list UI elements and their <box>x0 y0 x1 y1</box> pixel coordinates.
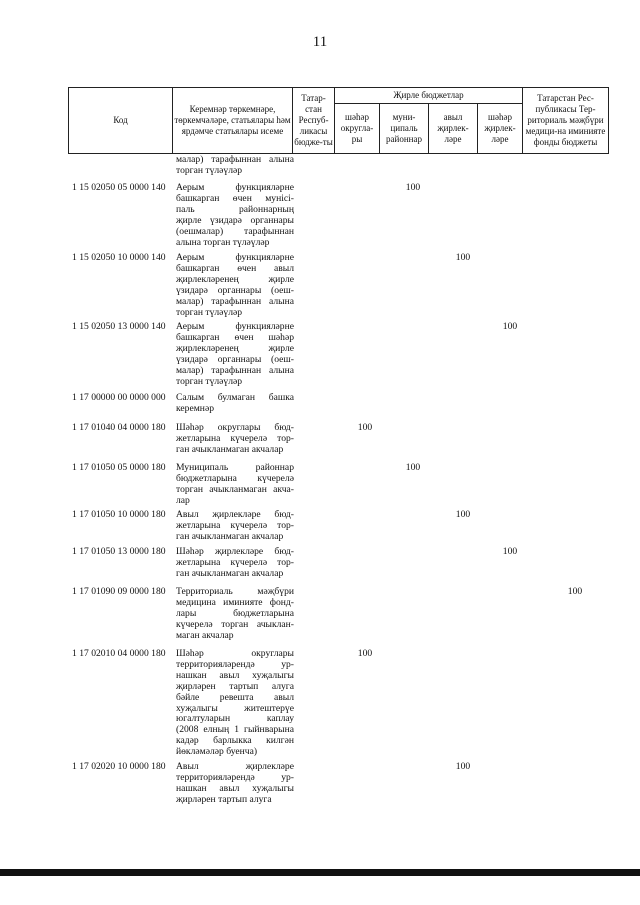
row-description-line: малар) тарафыннан алына <box>176 154 294 165</box>
header-table <box>68 87 609 154</box>
row-description <box>176 463 294 507</box>
row-description <box>176 547 294 580</box>
row-description-line: лар <box>176 494 190 506</box>
row-description-line: хуҗалыгы житештерүе <box>176 702 294 714</box>
row-description-line: Салым булмаган башка <box>176 392 294 403</box>
row-description <box>176 587 294 642</box>
row-value-rural: 100 <box>455 761 471 772</box>
header-names: Керемнәр төркемнәре, төркемчәләре, статьялары һәм ярдәмче статьялары исеме <box>173 88 293 154</box>
row-value-municipal: 100 <box>405 462 421 473</box>
row-description-line: күчерелә торган ачыклан- <box>176 618 294 630</box>
scan-edge-bar <box>0 869 640 876</box>
row-value-municipal: 100 <box>405 182 421 193</box>
row-description-line: ган ачыкланмаган акчалар <box>176 530 284 542</box>
header-fund: Татарстан Рес-публикасы Тер-риториаль мәҗбүри медици-на иминияте фонды бюджеты <box>523 88 609 154</box>
row-description-line: Шәһәр округлары <box>176 648 294 659</box>
header-local-budgets: Җирле бюджетлар <box>335 88 523 104</box>
row-description-line: территорияләрендә ур- <box>176 658 294 670</box>
row-description-line: (2008 елның 1 гыйнварына <box>176 724 294 736</box>
row-description-line: ган ачыкланмаган акчалар <box>176 443 284 455</box>
row-code: 1 17 01040 04 0000 180 <box>72 422 166 433</box>
row-description <box>176 183 294 248</box>
row-code: 1 15 02050 05 0000 140 <box>72 182 166 193</box>
row-description <box>176 423 294 456</box>
row-value-city: 100 <box>357 648 373 659</box>
row-description-line: нашкан авыл хуҗалыгы <box>176 669 294 681</box>
row-description-line: башкарган өчен шәһәр <box>176 331 294 343</box>
row-value-rural: 100 <box>455 252 471 263</box>
row-description-line: малар) тарафыннан алына <box>176 364 294 376</box>
row-description-line: керемнәр <box>176 402 214 414</box>
row-description-line: җирле үзидарә органнары <box>176 214 294 226</box>
header-city-districts: шәһәр округла-ры <box>335 104 380 154</box>
row-description <box>176 649 294 758</box>
row-description-line: медицина иминияте фонд- <box>176 596 294 608</box>
row-code: 1 17 02020 10 0000 180 <box>72 761 166 772</box>
row-description-line: йөкләмәләр буенча) <box>176 746 258 758</box>
row-description-line: Авыл җирлекләре <box>176 761 294 772</box>
row-code: 1 17 00000 00 0000 000 <box>72 392 166 403</box>
header-code: Код <box>69 88 173 154</box>
row-description-line: үзидарә органнары (оеш- <box>176 353 294 365</box>
row-description-line: территорияләрендә ур- <box>176 771 294 783</box>
header-tatarstan-budget: Татар-стан Респуб-ликасы бюдже-ты <box>293 88 335 154</box>
row-code: 1 17 01090 09 0000 180 <box>72 586 166 597</box>
row-description-line: җирлекләренең җирле <box>176 342 294 354</box>
row-description-line: башкарган өчен авыл <box>176 262 294 274</box>
row-description-line: Аерым функцияләрне <box>176 252 294 263</box>
row-description-line: югалтуларын каплау <box>176 713 294 725</box>
row-description-line: үзидарә органнары (оеш- <box>176 284 294 296</box>
row-description-line: кадәр барлыкка килгән <box>176 735 294 747</box>
row-description-line: паль районнарның <box>176 203 294 215</box>
row-description-line: җирләрен тартып алуга <box>176 793 272 805</box>
row-description-line: җирлекләренең җирле <box>176 273 294 285</box>
row-description-line: Муниципаль районнар <box>176 462 294 473</box>
row-description-line: алына торган түләүләр <box>176 236 270 248</box>
row-description-line: торган түләүләр <box>176 306 243 318</box>
row-description-line: ган ачыкланмаган акчалар <box>176 567 284 579</box>
row-description-line: жетларына күчерелә тор- <box>176 432 294 444</box>
row-description-line: лары бюджетларына <box>176 607 294 619</box>
row-description <box>176 322 294 387</box>
row-description-line: маган акчалар <box>176 629 234 641</box>
row-description-line: Аерым функцияләрне <box>176 182 294 193</box>
row-description <box>176 510 294 543</box>
row-description-line: жетларына күчерелә тор- <box>176 519 294 531</box>
row-description-line: Шәһәр округлары бюд- <box>176 422 294 433</box>
row-description-line: торган түләүләр <box>176 375 243 387</box>
row-code: 1 17 02010 04 0000 180 <box>72 648 166 659</box>
header-rural-settlements: авыл җирлек-ләре <box>429 104 478 154</box>
row-description-line: Аерым функцияләрне <box>176 321 294 332</box>
row-value-urban: 100 <box>502 546 518 557</box>
row-description-line: жетларына күчерелә тор- <box>176 556 294 568</box>
row-code: 1 15 02050 10 0000 140 <box>72 252 166 263</box>
row-description-line: башкарган өчен мунici- <box>176 192 294 204</box>
header-municipal-districts: муни-ципаль районнар <box>380 104 429 154</box>
row-description-line: Авыл җирлекләре бюд- <box>176 509 294 520</box>
row-description-line: Территориаль мәҗбүри <box>176 586 294 597</box>
page-number: 11 <box>312 34 328 50</box>
row-description-line: Шәһәр җирлекләре бюд- <box>176 546 294 557</box>
row-value-city: 100 <box>357 422 373 433</box>
row-value-fund: 100 <box>567 586 583 597</box>
row-code: 1 15 02050 13 0000 140 <box>72 321 166 332</box>
header-urban-settlements: шәһәр җирлек-ләре <box>478 104 523 154</box>
row-value-urban: 100 <box>502 321 518 332</box>
row-description <box>176 253 294 318</box>
row-description-line: бюджетларына күчерелә <box>176 472 294 484</box>
row-value-rural: 100 <box>455 509 471 520</box>
row-description-line: җирләрен тартып алуга <box>176 680 294 692</box>
row-description-line: (оешмалар) тарафыннан <box>176 225 294 237</box>
row-description <box>176 762 294 806</box>
row-description <box>176 155 294 177</box>
row-description-line: бәйле ревешта авыл <box>176 691 294 703</box>
row-description-line: торган түләүләр <box>176 164 243 176</box>
row-code: 1 17 01050 13 0000 180 <box>72 546 166 557</box>
row-code: 1 17 01050 05 0000 180 <box>72 462 166 473</box>
row-description-line: малар) тарафыннан алына <box>176 295 294 307</box>
row-description-line: нашкан авыл хуҗалыгы <box>176 782 294 794</box>
row-description <box>176 393 294 415</box>
row-description-line: торган ачыкланмаган акча- <box>176 483 294 495</box>
row-code: 1 17 01050 10 0000 180 <box>72 509 166 520</box>
